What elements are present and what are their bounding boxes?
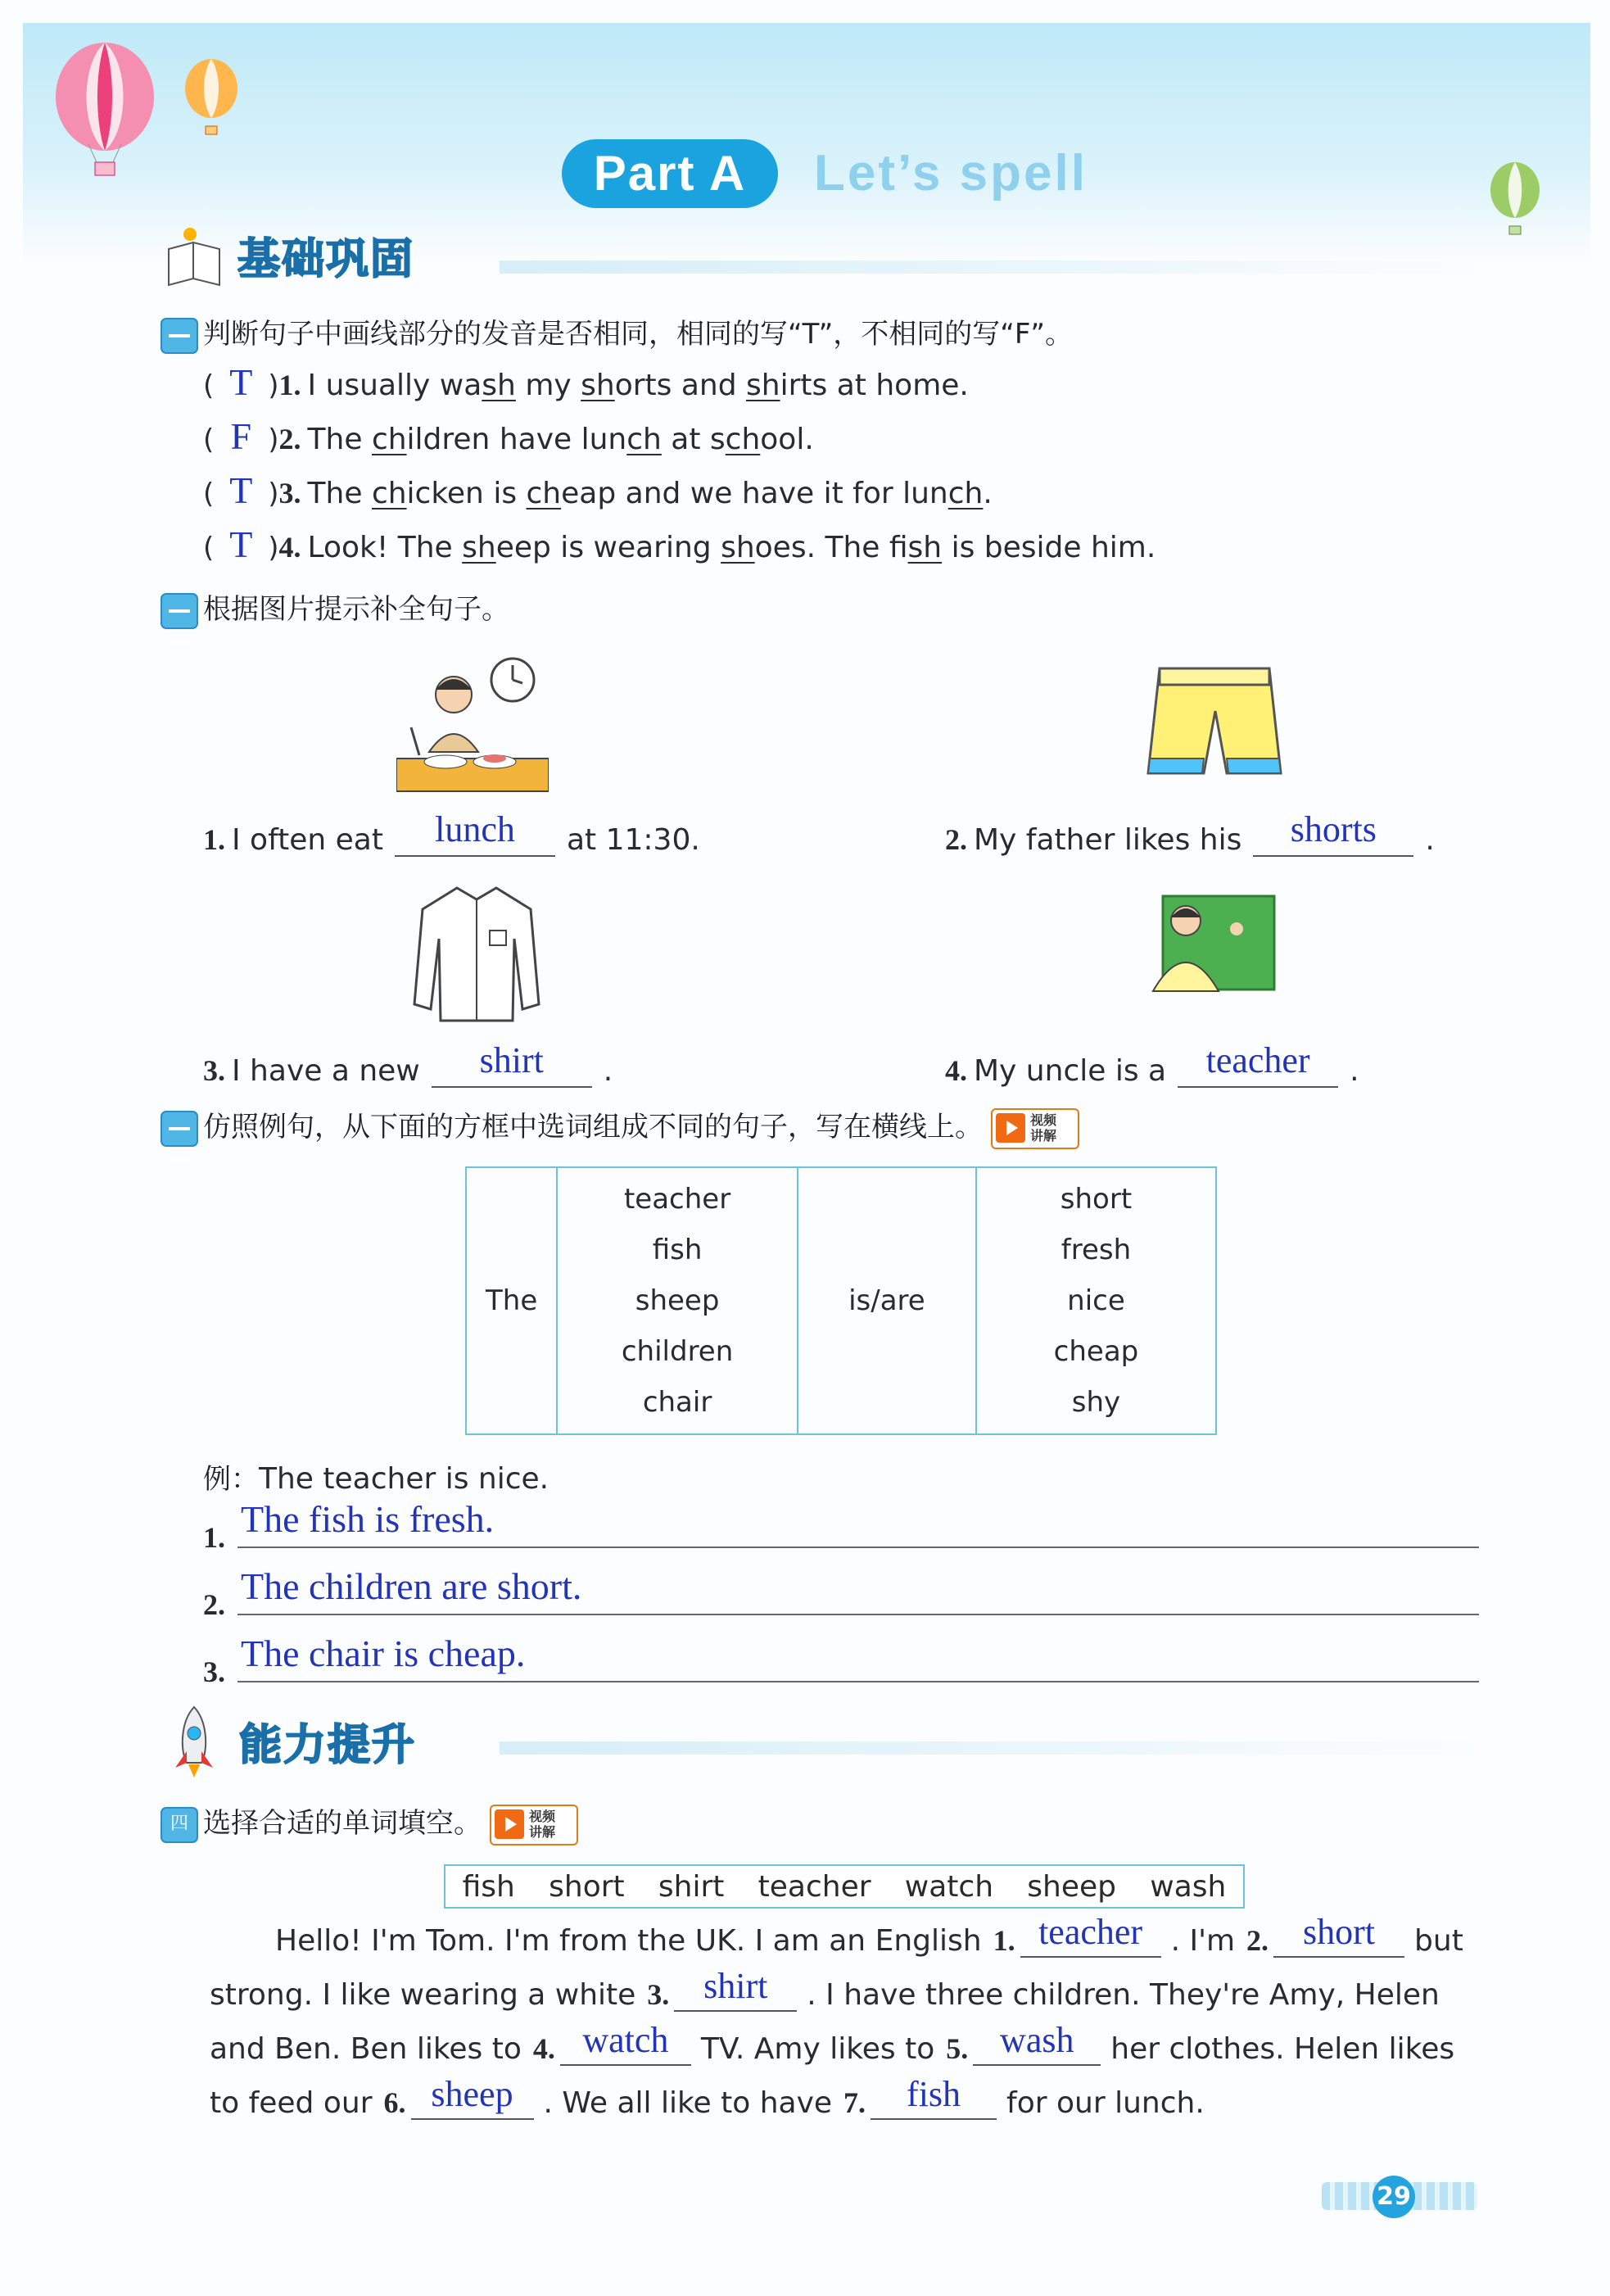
blank-number: 5. — [946, 2032, 969, 2065]
sentence-text: eep is wearing — [495, 531, 721, 564]
q1-badge — [161, 318, 198, 354]
q2-instruction — [161, 586, 509, 629]
q2-answer-blank[interactable] — [395, 809, 555, 857]
underlined-letters: sh — [746, 369, 780, 402]
q2-answer-blank[interactable] — [1178, 1040, 1338, 1088]
table-col-1: The — [466, 1167, 557, 1434]
passage-text: strong. I like wearing a white — [210, 1978, 636, 2012]
word-bank-item: watch — [904, 1869, 994, 1904]
rocket-icon — [169, 1705, 219, 1777]
paren-open: ( — [203, 478, 215, 510]
word-table — [465, 1166, 1217, 1435]
q2-text-before: My father likes his — [974, 823, 1242, 857]
word-bank-item: fish — [462, 1869, 515, 1904]
q2-text-before: I have a new — [232, 1054, 420, 1088]
q2-text-after: . — [603, 1054, 613, 1088]
answer-line[interactable] — [237, 1681, 1479, 1682]
passage-line — [210, 1966, 1440, 2012]
passage-text: but — [1414, 1924, 1463, 1958]
q1-answer: T — [229, 361, 253, 403]
sentence-text: I usually wa — [307, 369, 482, 402]
q3-badge — [161, 1111, 198, 1147]
sentence-text: icken is — [406, 477, 527, 510]
example-label: 例： — [203, 1463, 259, 1496]
page-title: Let’s spell — [814, 145, 1088, 202]
sentence-text: . — [983, 477, 993, 510]
q2-answer: teacher — [1205, 1040, 1310, 1080]
word-bank-item: short — [549, 1869, 625, 1904]
table-word: teacher — [623, 1183, 731, 1216]
shirt-illustration — [411, 881, 542, 1026]
blank-number: 3. — [647, 1978, 670, 2011]
q2-number: 3. — [203, 1054, 225, 1087]
video-label-2: 讲解 — [1030, 1127, 1057, 1143]
passage-text: . I'm — [1170, 1924, 1236, 1958]
sentence-text: The — [307, 477, 372, 510]
q1-answer: T — [229, 469, 253, 511]
sentence-text: my — [515, 369, 581, 402]
table-col-2 — [557, 1167, 798, 1434]
q2-item — [203, 1040, 613, 1088]
sentence-text: ildren have lun — [406, 423, 627, 456]
section-divider — [500, 260, 1482, 274]
q2-answer: shorts — [1290, 809, 1377, 849]
table-word: nice — [1067, 1284, 1125, 1317]
video2-label-1: 视频 — [529, 1808, 556, 1824]
section-banner-basic — [161, 220, 504, 293]
table-col-4 — [976, 1167, 1216, 1434]
q3-instruction — [161, 1104, 1079, 1149]
section2-divider — [500, 1741, 1482, 1755]
table-word: sheep — [635, 1284, 720, 1317]
table-word: children — [621, 1335, 734, 1368]
passage-text: to feed our — [210, 2086, 373, 2120]
q3-answer: The chair is cheap. — [241, 1633, 526, 1674]
word-bank-item: shirt — [658, 1869, 725, 1904]
passage-answer: wash — [1000, 2020, 1074, 2060]
paren-open: ( — [203, 423, 215, 456]
book-icon — [161, 224, 228, 290]
passage-answer: fish — [907, 2074, 961, 2114]
sentence-text: orts and — [614, 369, 747, 402]
blank-number: 6. — [383, 2086, 406, 2119]
q1-item — [203, 523, 1155, 566]
underlined-letters: sh — [581, 369, 615, 402]
q2-answer-blank[interactable] — [1253, 809, 1413, 857]
passage-line — [210, 2074, 1205, 2120]
q2-number: 2. — [945, 823, 967, 856]
table-word: shy — [1071, 1386, 1121, 1419]
paren-open: ( — [203, 532, 215, 564]
q1-answer: T — [229, 523, 253, 565]
q2-instruction-text: 根据图片提示补全句子。 — [203, 593, 509, 626]
small-balloon-icon — [179, 57, 244, 139]
underlined-letters: ch — [947, 477, 984, 510]
q1-number: 1. — [278, 369, 301, 401]
play-icon — [996, 1113, 1025, 1143]
word-bank-item: wash — [1150, 1869, 1227, 1904]
underlined-letters: sh — [907, 531, 943, 564]
q2-number: 4. — [945, 1054, 967, 1087]
q2-text-before: I often eat — [232, 823, 383, 857]
sentence-text: oes. The fi — [754, 531, 908, 564]
boy-eating-illustration — [396, 654, 549, 801]
q1-item — [203, 360, 969, 404]
passage-line — [275, 1912, 1463, 1958]
passage-text: her clothes. Helen likes — [1110, 2032, 1455, 2066]
q3-answer: The fish is fresh. — [241, 1498, 495, 1540]
passage-blank[interactable] — [1273, 1912, 1404, 1958]
sentence-text: irts at home. — [780, 369, 969, 402]
q2-text-after: . — [1425, 823, 1435, 857]
teacher-illustration — [1146, 893, 1278, 993]
underlined-letters: sh — [462, 531, 496, 564]
q4-instruction-text: 选择合适的单词填空。 — [203, 1807, 482, 1840]
paren-close: ) — [268, 369, 279, 402]
paren-close: ) — [268, 532, 279, 564]
passage-text: . We all like to have — [543, 2086, 833, 2120]
q1-item — [203, 414, 814, 458]
example-sentence — [203, 1456, 549, 1497]
table-word: cheap — [1053, 1335, 1139, 1368]
hot-air-balloon-icon — [47, 39, 162, 179]
passage-blank[interactable] — [973, 2020, 1101, 2066]
passage-blank[interactable] — [1020, 1912, 1161, 1958]
passage-answer: sheep — [431, 2074, 513, 2114]
example-text: The teacher is nice. — [259, 1462, 549, 1496]
passage-blank[interactable] — [871, 2074, 997, 2120]
sentence-text: eap and we have it for lun — [561, 477, 948, 510]
blank-number: 2. — [1246, 1924, 1269, 1957]
underlined-letters: sh — [721, 531, 755, 564]
q1-instruction-text: 判断句子中画线部分的发音是否相同，相同的写“T”，不相同的写“F”。 — [203, 318, 1074, 351]
green-balloon-icon — [1484, 161, 1546, 239]
q2-text-after: at 11:30. — [566, 823, 700, 857]
passage-answer: watch — [582, 2020, 669, 2060]
section-title: 基础巩固 — [237, 235, 415, 284]
table-word: short — [1060, 1183, 1133, 1216]
passage-answer: short — [1303, 1912, 1376, 1952]
underlined-letters: sh — [482, 369, 516, 402]
q2-answer: shirt — [479, 1040, 544, 1080]
blank-number: 4. — [532, 2032, 555, 2065]
passage-answer: teacher — [1038, 1912, 1143, 1952]
q1-number: 2. — [278, 423, 301, 455]
section-banner-advanced — [169, 1705, 513, 1779]
underlined-letters: ch — [626, 423, 662, 456]
play-icon-2 — [495, 1809, 524, 1839]
passage-blank[interactable] — [674, 1966, 797, 2012]
q3-answer: The children are short. — [241, 1565, 582, 1607]
video-explain-button-2[interactable] — [490, 1805, 578, 1845]
underlined-letters: ch — [526, 477, 562, 510]
underlined-letters: ch — [371, 423, 407, 456]
q2-answer: lunch — [435, 809, 515, 849]
q2-item — [945, 1040, 1359, 1088]
word-bank-item: sheep — [1027, 1869, 1116, 1904]
sentence-text: at s — [661, 423, 726, 456]
passage-text: . I have three children. They're Amy, Helen — [807, 1978, 1440, 2012]
passage-text: TV. Amy likes to — [700, 2032, 935, 2066]
blank-number: 7. — [843, 2086, 866, 2119]
passage-text: for our lunch. — [1006, 2086, 1205, 2120]
q2-text-before: My uncle is a — [974, 1054, 1167, 1088]
blank-number: 1. — [993, 1924, 1015, 1957]
shorts-illustration — [1145, 660, 1284, 783]
passage-line — [210, 2020, 1455, 2066]
word-bank — [444, 1864, 1245, 1909]
sentence-text: Look! The — [307, 531, 463, 564]
sentence-text: The — [307, 423, 372, 456]
q2-badge — [161, 593, 198, 629]
part-pill: Part A — [562, 139, 778, 208]
word-bank-item: teacher — [758, 1869, 871, 1904]
table-word: fresh — [1061, 1234, 1132, 1266]
sentence-text: is beside him. — [942, 531, 1156, 564]
video2-label-2: 讲解 — [529, 1823, 556, 1840]
answer-line[interactable] — [237, 1547, 1479, 1548]
q2-answer-blank[interactable] — [432, 1040, 592, 1088]
q2-number: 1. — [203, 823, 225, 856]
paren-open: ( — [203, 369, 215, 402]
q1-item — [203, 469, 993, 512]
table-word: chair — [642, 1386, 712, 1419]
q1-answer: F — [230, 415, 252, 457]
video-explain-button[interactable] — [991, 1108, 1079, 1149]
q1-number: 4. — [278, 531, 301, 564]
q4-instruction — [161, 1800, 578, 1845]
q3-number: 2. — [203, 1588, 225, 1621]
q3-number: 1. — [203, 1521, 225, 1554]
underlined-letters: ch — [371, 477, 407, 510]
answer-line[interactable] — [237, 1614, 1479, 1615]
q3-instruction-text: 仿照例句，从下面的方框中选词组成不同的句子，写在横线上。 — [203, 1111, 983, 1143]
section2-title: 能力提升 — [239, 1721, 417, 1770]
table-col-3: is/are — [798, 1167, 976, 1434]
passage-text: and Ben. Ben likes to — [210, 2032, 522, 2066]
passage-answer: shirt — [703, 1966, 768, 2006]
q2-item — [203, 809, 700, 857]
underlined-letters: ch — [725, 423, 761, 456]
table-word: fish — [652, 1234, 703, 1266]
paren-close: ) — [268, 423, 279, 456]
q2-text-after: . — [1350, 1054, 1359, 1088]
video-label-1: 视频 — [1030, 1112, 1057, 1128]
q2-item — [945, 809, 1435, 857]
passage-blank[interactable] — [560, 2020, 691, 2066]
sentence-text: ool. — [760, 423, 814, 456]
page-number: 29 — [1373, 2176, 1415, 2218]
passage-text: Hello! I'm Tom. I'm from the UK. I am an English — [275, 1924, 982, 1958]
paren-close: ) — [268, 478, 279, 510]
q1-instruction — [161, 311, 1073, 354]
q1-number: 3. — [278, 477, 301, 509]
q4-badge: 四 — [161, 1807, 198, 1843]
passage-blank[interactable] — [411, 2074, 534, 2120]
q3-number: 3. — [203, 1655, 225, 1688]
